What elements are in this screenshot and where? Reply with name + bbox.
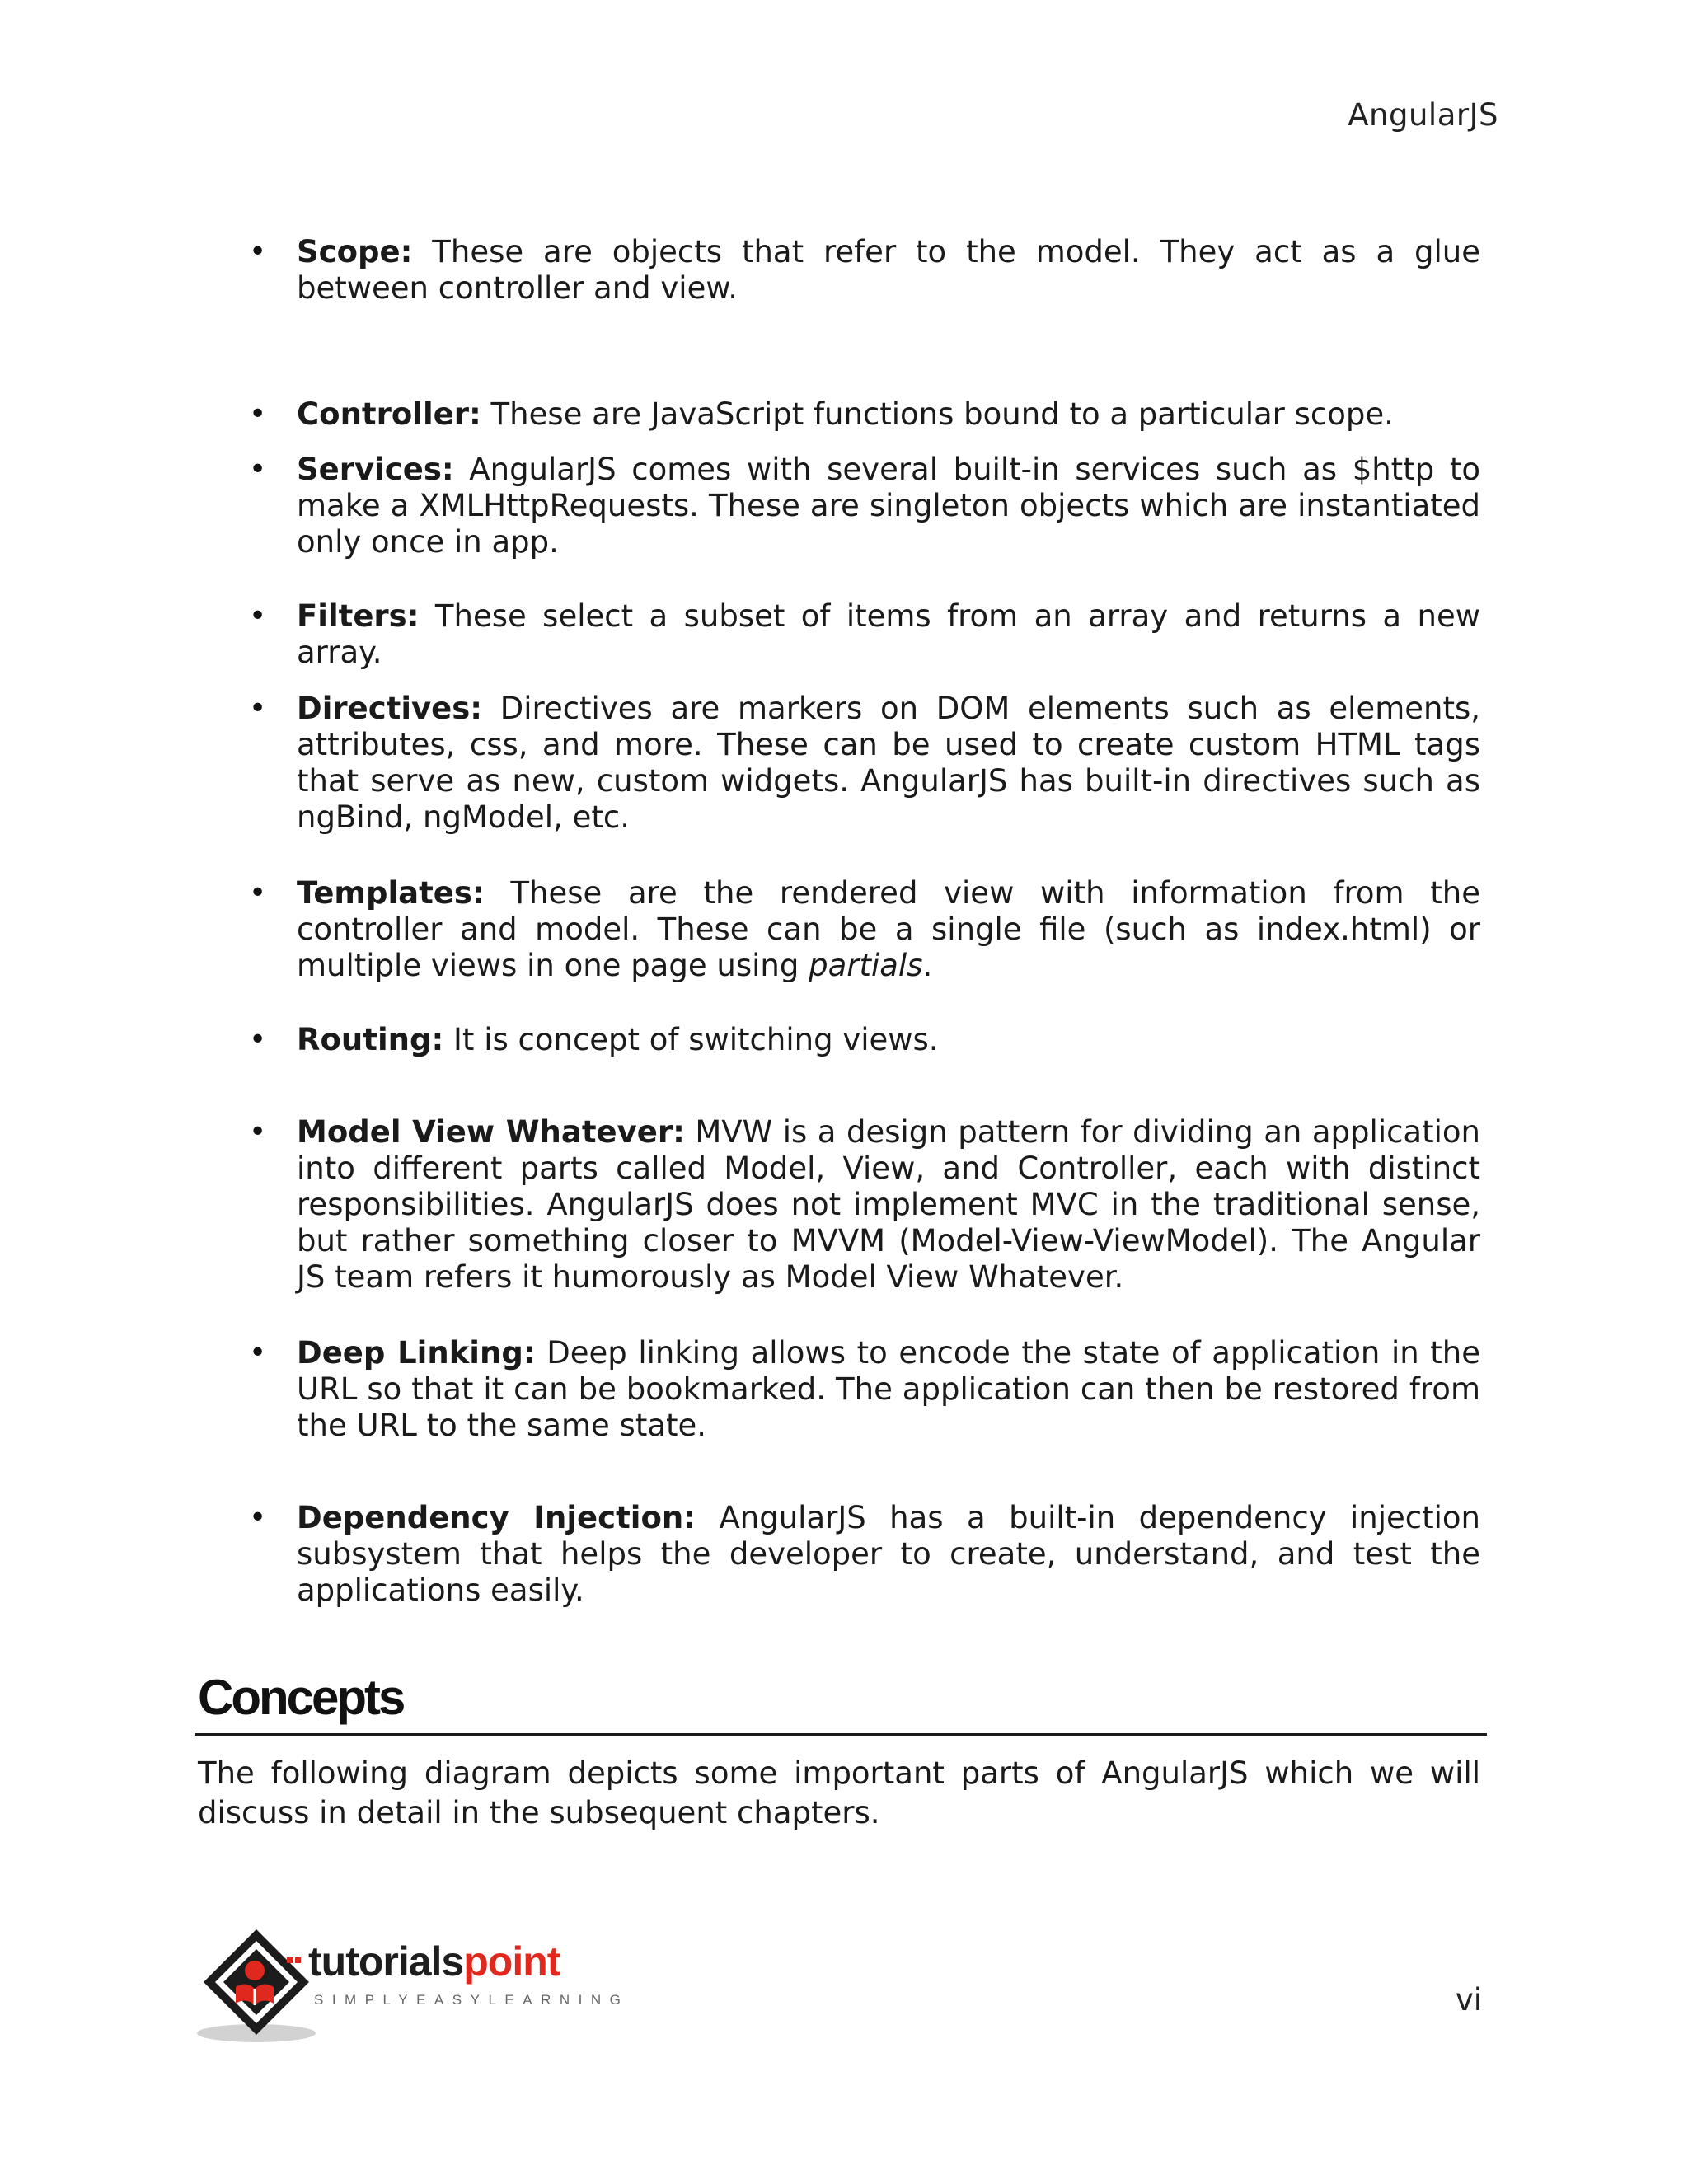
term: Deep Linking: <box>297 1335 536 1371</box>
definition: Directives are markers on DOM elements such as elements, attributes, css, and more. These can be used to create custom HTML tags that serve as new, custom widgets. AngularJS has built-in directives such as ngBind, ngModel, etc. <box>297 691 1480 835</box>
definition: AngularJS has a built-in dependency injection subsystem that helps the developer to create, understand, and test the applications easily. <box>297 1500 1480 1608</box>
definition-end: . <box>922 948 933 983</box>
definition: These are objects that refer to the model. They act as a glue between controller and view. <box>297 234 1480 306</box>
running-header: AngularJS <box>1348 97 1498 133</box>
list-item-filters <box>297 598 1480 671</box>
list-item-directives <box>297 691 1480 836</box>
definition: These are JavaScript functions bound to a particular scope. <box>481 396 1394 432</box>
page-number: vi <box>1455 1982 1482 2018</box>
heading-rule <box>195 1733 1487 1736</box>
list-item-templates <box>297 875 1480 984</box>
definition: These are the rendered view with information from the controller and model. These can be a single file (such as index.html) or multiple views in one page using <box>297 875 1480 983</box>
list-item-model-view-whatever <box>297 1114 1480 1296</box>
logo-tagline: SIMPLYEASYLEARNING <box>314 1992 630 2008</box>
term: Controller: <box>297 396 481 432</box>
definition: Deep linking allows to encode the state of application in the URL so that it can be bookmarked. The application can then be restored from the URL to the same state. <box>297 1335 1481 1443</box>
definition: These select a subset of items from an array and returns a new array. <box>297 598 1480 670</box>
logo-wordmark: tutorialspoint <box>308 1938 560 1985</box>
list-item-dependency-injection <box>297 1500 1480 1609</box>
section-heading: Concepts <box>198 1670 404 1725</box>
list-item-deep-linking <box>297 1335 1480 1444</box>
tutorialspoint-logo <box>195 1924 630 2048</box>
definition: MVW is a design pattern for dividing an application into different parts called Model, View, and Controller, each with distinct responsibilities. AngularJS does not implement MVC in the traditional sense, but rather something closer to MVVM (Model-View-ViewModel). The Angular JS team refers it humorously as Model View Whatever. <box>297 1114 1480 1295</box>
list-item-scope <box>297 234 1480 307</box>
list-item-controller <box>297 396 1480 433</box>
list-item-routing <box>297 1022 1480 1058</box>
term: Filters: <box>297 598 420 634</box>
emphasis: partials <box>809 948 923 983</box>
definition: AngularJS comes with several built-in services such as $http to make a XMLHttpRequests. These are singleton objects which are instantiated only once in app. <box>297 452 1480 560</box>
section-intro: The following diagram depicts some important parts of AngularJS which we will discuss in detail in the subsequent chapters. <box>198 1755 1480 1830</box>
logo-mark-icon <box>195 1924 318 2048</box>
term: Directives: <box>297 691 483 726</box>
term: Scope: <box>297 234 413 269</box>
list-item-services <box>297 452 1480 560</box>
term: Dependency Injection: <box>297 1500 696 1535</box>
term: Templates: <box>297 875 485 911</box>
term: Services: <box>297 452 454 487</box>
term: Routing: <box>297 1022 444 1057</box>
term: Model View Whatever: <box>297 1114 685 1150</box>
definition: It is concept of switching views. <box>443 1022 939 1057</box>
